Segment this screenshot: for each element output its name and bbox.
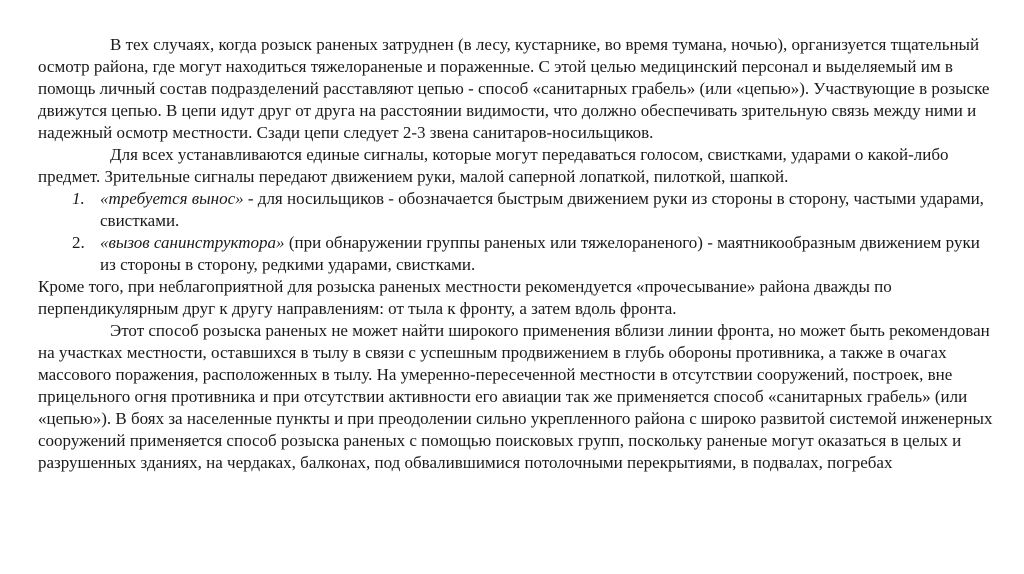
list-item-term: «требуется вынос» bbox=[100, 189, 244, 208]
list-item-text: (при обнаружении группы раненых или тяжелораненого) - маятникообразным движением руки из стороны в сторону, редкими ударами, свистками. bbox=[100, 233, 980, 274]
list-item-medic-signal bbox=[38, 232, 998, 276]
paragraph-combing: Кроме того, при неблагоприятной для розыска раненых местности рекомендуется «прочесывание» района дважды по перпендикулярным друг к другу направлениям: от тыла к фронту, а затем вдоль фронта. bbox=[38, 277, 892, 318]
list-item-text: - для носильщиков - обозначается быстрым движением руки из стороны в сторону, частыми ударами, свистками. bbox=[100, 189, 984, 230]
paragraph-search-conditions: В тех случаях, когда розыск раненых затруднен (в лесу, кустарнике, во время тумана, ночью), организуется тщательный осмотр района, где могут находиться тяжелораненые и пораженные. С этой целью медицинский персонал и выделяемый им в помощь личный состав подразделений расставляют цепью - способ «санитарных грабель» (или «цепью»). Участвующие в розыске движутся цепью. В цепи идут друг от друга на расстоянии видимости, что должно обеспечивать зрительную связь между ними и надежный осмотр местности. Сзади цепи следует 2-3 звена санитаров-носильщиков. bbox=[38, 35, 990, 142]
list-item-number: 2. bbox=[72, 233, 85, 252]
paragraph-signals: Для всех устанавливаются единые сигналы, которые могут передаваться голосом, свистками, ударами о какой-либо предмет. Зрительные сигналы передают движением руки, малой саперной лопаткой, пилоткой, шапкой. bbox=[38, 145, 949, 186]
list-item-carry-signal bbox=[38, 188, 998, 232]
paragraph-search-groups: Этот способ розыска раненых не может найти широкого применения вблизи линии фронта, но может быть рекомендован на участках местности, оставшихся в тылу в связи с успешным продвижением в глубь обороны противника, а также в очагах массового поражения, расположенных в тылу. На умеренно-пересеченной местности в отсутствии сооружений, построек, вне прицельного огня противника и при отсутствии активности его авиации так же применяется способ «санитарных грабель» (или «цепью»). В боях за населенные пункты и при преодолении сильно укрепленного района с широко развитой системой инженерных сооружений применяется способ розыска раненых с помощью поисковых групп, поскольку раненые могут оказаться в целых и разрушенных зданиях, на чердаках, балконах, под обвалившимися потолочными перекрытиями, в подвалах, погребах bbox=[38, 321, 993, 472]
list-item-number: 1. bbox=[72, 189, 85, 208]
signals-list bbox=[38, 188, 998, 276]
document-page bbox=[38, 34, 998, 474]
list-item-term: «вызов санинструктора» bbox=[100, 233, 285, 252]
